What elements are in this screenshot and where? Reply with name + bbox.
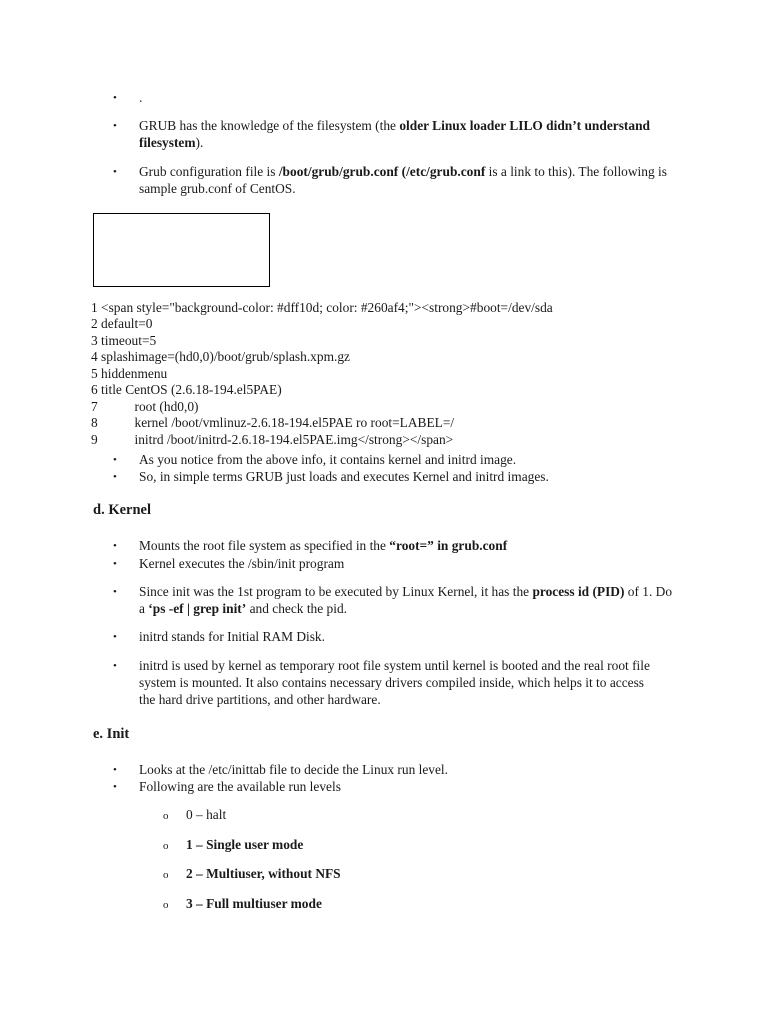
code-line-2: 2 default=0 bbox=[91, 316, 153, 331]
bullet-icon: • bbox=[113, 540, 117, 552]
kernel-item-4: initrd stands for Initial RAM Disk. bbox=[139, 629, 325, 644]
kernel-item-1: Mounts the root file system as specified in the “root=” in grub.conf bbox=[139, 538, 508, 553]
bullet-icon: • bbox=[113, 454, 117, 466]
code-line-4: 4 splashimage=(hd0,0)/boot/grub/splash.xpm.gz bbox=[91, 349, 350, 364]
after-code-item-1: As you notice from the above info, it contains kernel and initrd image. bbox=[139, 452, 517, 467]
section-heading-kernel: d. Kernel bbox=[93, 502, 151, 518]
kernel-item-3: Since init was the 1st program to be executed by Linux Kernel, it has the process id (PID) of 1. Do a ‘ps -ef | grep init’ and check the pid. bbox=[139, 584, 673, 616]
bullet-icon: • bbox=[113, 660, 117, 672]
after-code-item-2: So, in simple terms GRUB just loads and executes Kernel and initrd images. bbox=[139, 469, 549, 484]
code-line-5: 5 hiddenmenu bbox=[91, 366, 168, 381]
kernel-item-5: initrd is used by kernel as temporary root file system until kernel is booted and the real root file system is mounted. It also contains necessary drivers compiled inside, which helps it to access the hard drive partitions, and other hardware. bbox=[139, 658, 650, 707]
intro-item-2: Grub configuration file is /boot/grub/grub.conf (/etc/grub.conf is a link to this). The following is sample grub.conf of CentOS. bbox=[139, 164, 667, 196]
code-line-9: 9 initrd /boot/initrd-2.6.18-194.el5PAE.img</strong></span> bbox=[91, 432, 454, 447]
code-line-7: 7 root (hd0,0) bbox=[91, 399, 199, 414]
kernel-item-2: Kernel executes the /sbin/init program bbox=[139, 556, 345, 571]
run-level-2: 2 – Multiuser, without NFS bbox=[186, 866, 341, 881]
bullet-icon: • bbox=[113, 631, 117, 643]
bullet-icon: • bbox=[113, 586, 117, 598]
bullet-icon: • bbox=[113, 120, 117, 132]
run-level-1: 1 – Single user mode bbox=[186, 837, 304, 852]
init-item-2: Following are the available run levels bbox=[139, 779, 341, 794]
image-placeholder-box bbox=[93, 213, 270, 287]
bullet-icon: • bbox=[113, 781, 117, 793]
init-item-1: Looks at the /etc/inittab file to decide the Linux run level. bbox=[139, 762, 449, 777]
circle-bullet-icon: o bbox=[163, 899, 169, 911]
bullet-icon: • bbox=[113, 471, 117, 483]
code-line-1: 1 <span style="background-color: #dff10d; color: #260af4;"><strong>#boot=/dev/sda bbox=[91, 300, 553, 315]
code-line-6: 6 title CentOS (2.6.18-194.el5PAE) bbox=[91, 382, 282, 397]
circle-bullet-icon: o bbox=[163, 840, 169, 852]
run-level-3: 3 – Full multiuser mode bbox=[186, 896, 322, 911]
section-heading-init: e. Init bbox=[93, 726, 130, 742]
bullet-icon: • bbox=[113, 92, 117, 104]
bullet-icon: • bbox=[113, 558, 117, 570]
circle-bullet-icon: o bbox=[163, 869, 169, 881]
intro-item-0: . bbox=[139, 90, 143, 105]
code-line-8: 8 kernel /boot/vmlinuz-2.6.18-194.el5PAE ro root=LABEL=/ bbox=[91, 415, 455, 430]
code-line-3: 3 timeout=5 bbox=[91, 333, 157, 348]
circle-bullet-icon: o bbox=[163, 810, 169, 822]
bullet-icon: • bbox=[113, 764, 117, 776]
run-level-0: 0 – halt bbox=[186, 807, 227, 822]
intro-item-1: GRUB has the knowledge of the filesystem (the older Linux loader LILO didn’t understand filesystem). bbox=[139, 118, 650, 150]
bullet-icon: • bbox=[113, 166, 117, 178]
